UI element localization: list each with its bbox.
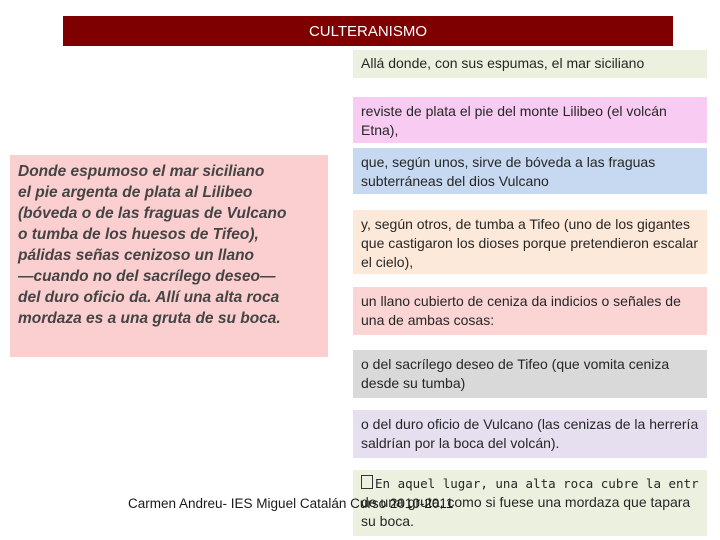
poem-line: del duro oficio da. Allí una alta roca [18,289,280,306]
gloss-text: que, según unos, sirve de bóveda a las fraguas subterráneas del dios Vulcano [361,154,656,189]
poem-line: el pie argenta de plata al Lilibeo [18,184,253,201]
poem-line: mordaza es a una gruta de su boca. [18,310,281,327]
gloss-box [353,210,707,274]
missing-glyph-icon [361,475,373,489]
gloss-box [353,50,707,78]
gloss-box [353,410,707,458]
gloss-text: y, según otros, de tumba a Tifeo (uno de los gigantes que castigaron los dioses porque pretendieron escalar el cielo), [361,216,698,270]
gloss-text: o del duro oficio de Vulcano (las cenizas de la herrería saldrían por la boca del volcán). [361,416,699,451]
slide-title: CULTERANISMO [63,16,673,46]
gloss-box [353,97,707,143]
poem-line: Donde espumoso el mar siciliano [18,163,265,180]
footer-credit: Carmen Andreu- IES Miguel Catalán Curso 2010-2011 [128,496,454,511]
poem-line: —cuando no del sacrílego deseo— [18,268,276,285]
poem-text [10,155,328,357]
poem-line: o tumba de los huesos de Tifeo), [18,226,259,243]
gloss-box [353,350,707,398]
poem-line: (bóveda o de las fraguas de Vulcano [18,205,287,222]
gloss-text-line2: de una gruta, como si fuese una mordaza que tapara su boca. [361,494,691,529]
poem-line: pálidas señas cenizoso un llano [18,247,255,264]
gloss-text: Allá donde, con sus espumas, el mar siciliano [361,55,645,71]
gloss-text-line1: En aquel lugar, una alta roca cubre la entr [361,474,699,493]
gloss-text: o del sacrílego deseo de Tifeo (que vomita ceniza desde su tumba) [361,356,670,391]
gloss-text: un llano cubierto de ceniza da indicios o señales de una de ambas cosas: [361,293,681,328]
gloss-text: reviste de plata el pie del monte Lilibeo (el volcán Etna), [361,103,667,138]
gloss-box [353,148,707,194]
gloss-box [353,287,707,335]
